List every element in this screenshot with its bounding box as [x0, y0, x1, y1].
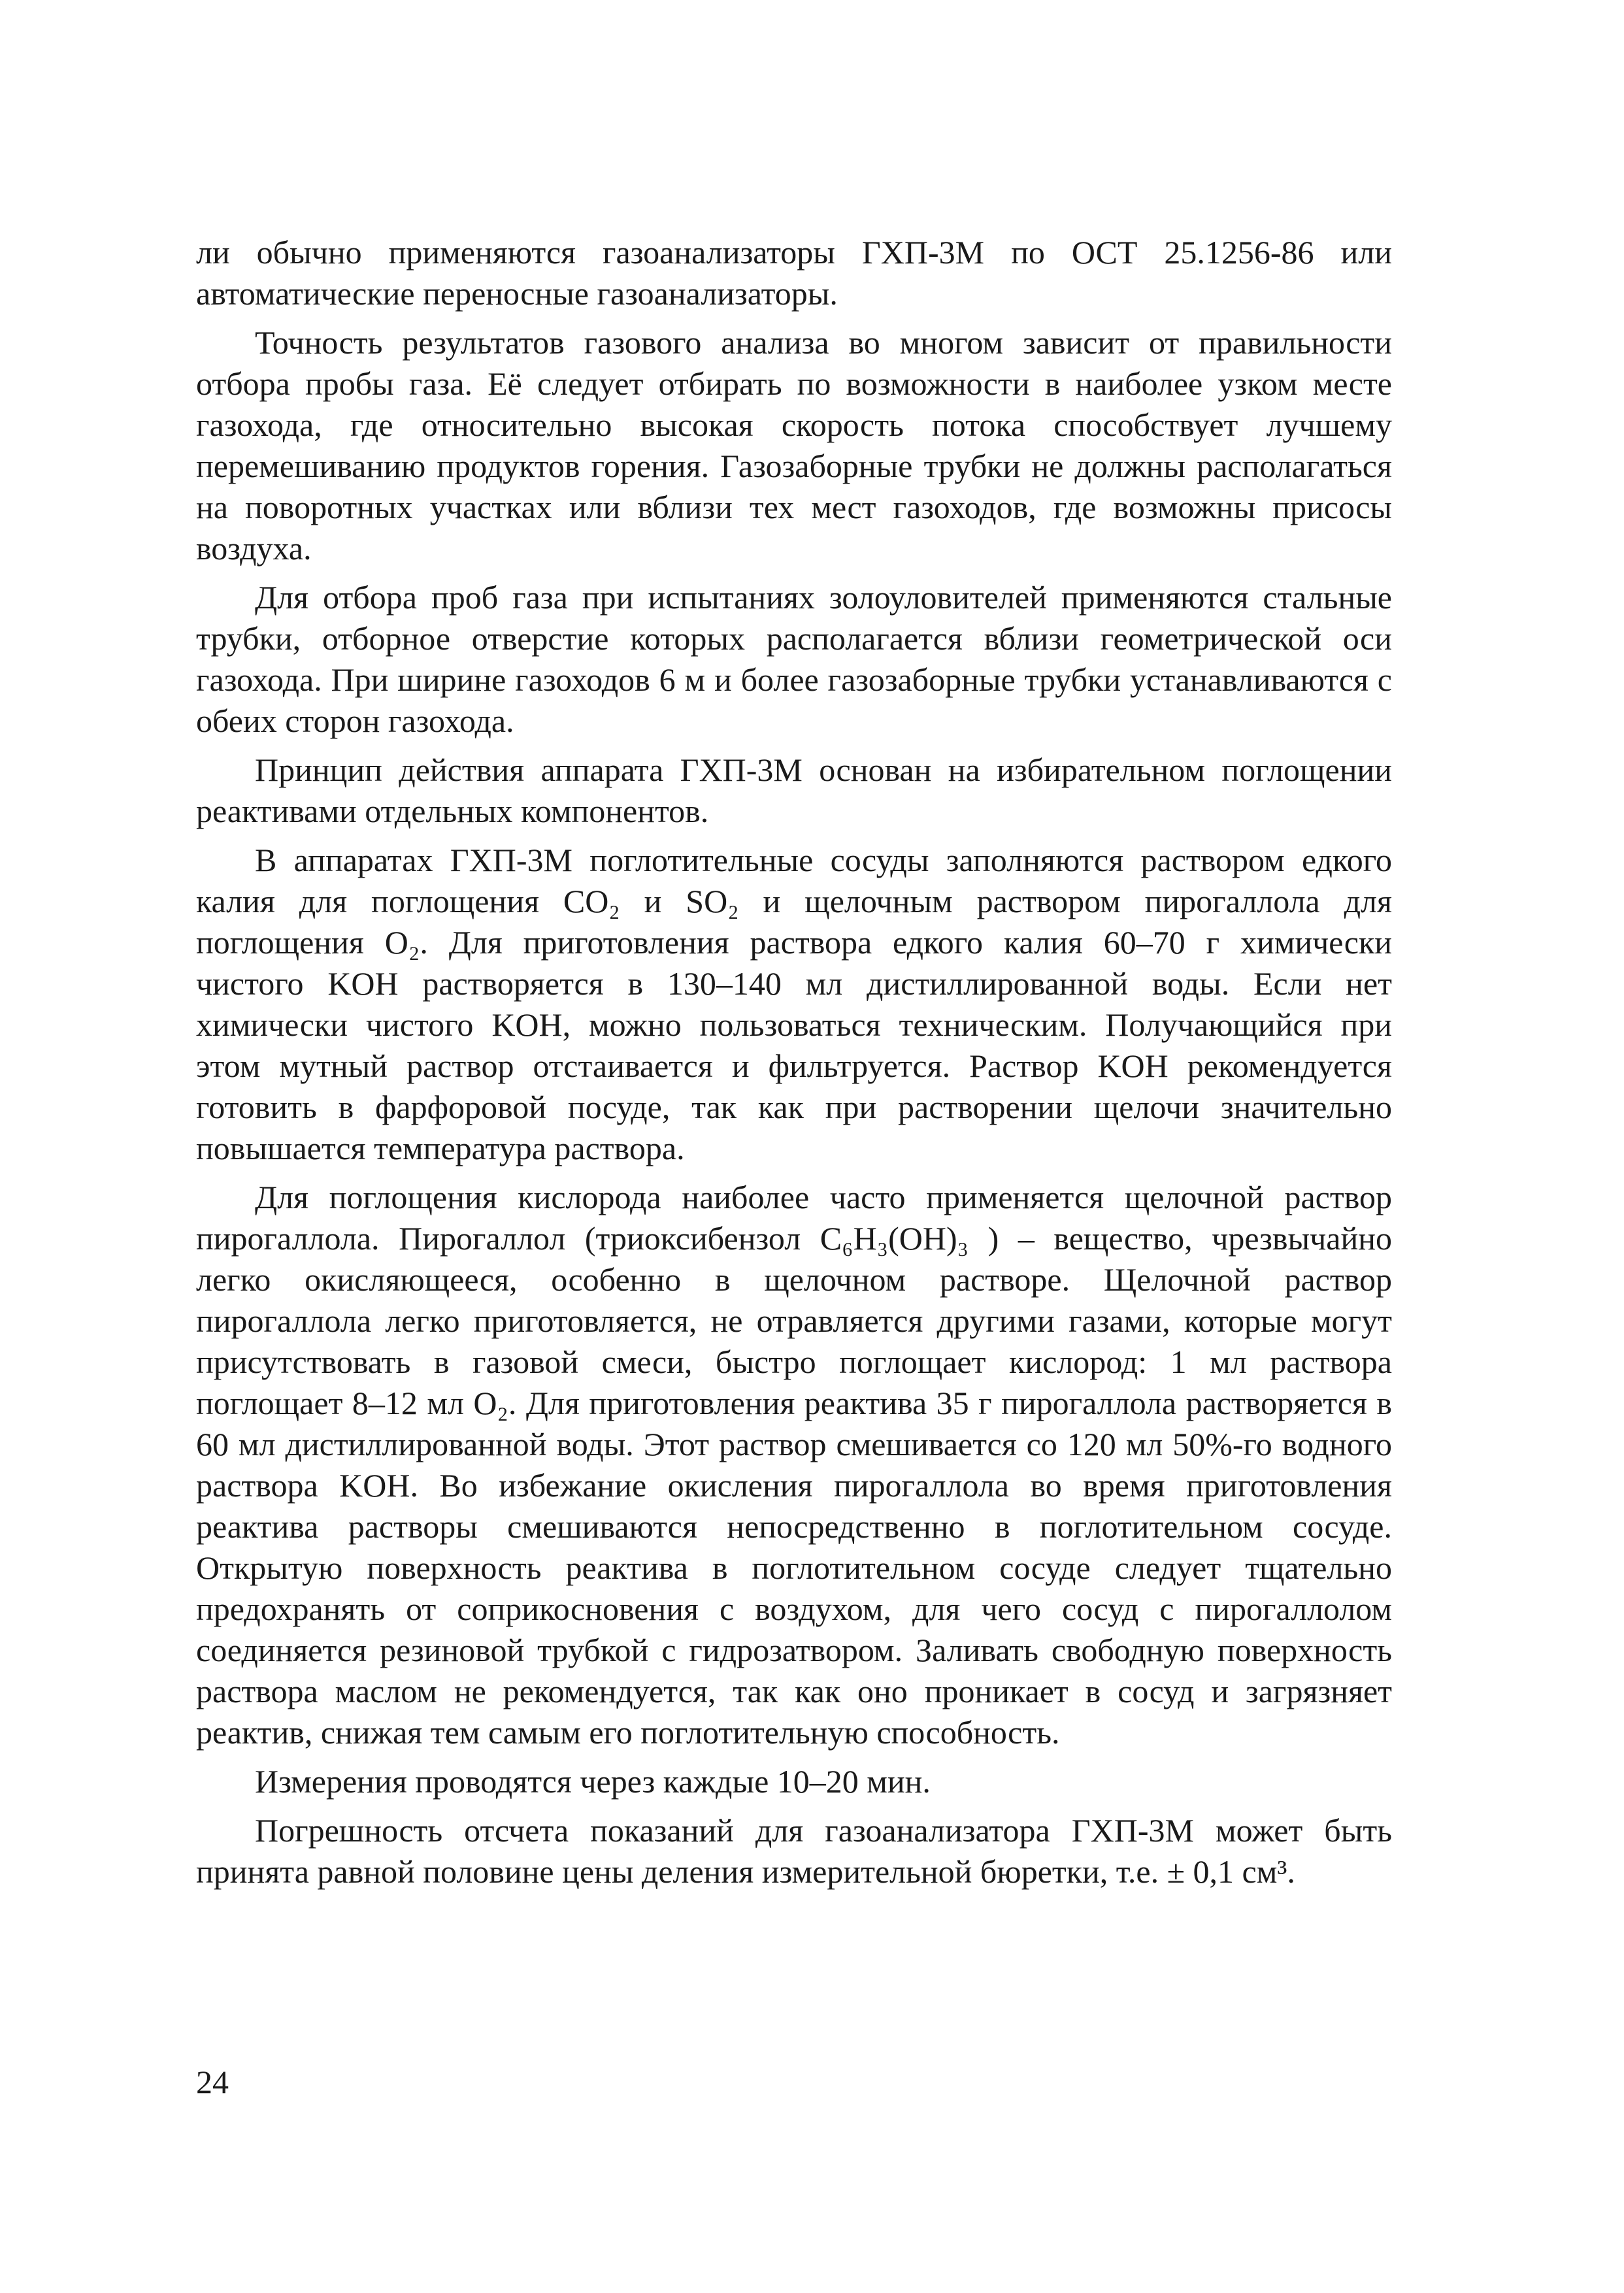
page-number: 24 [196, 2064, 229, 2100]
paragraph-sampling-tubes: Для отбора проб газа при испытаниях золоуловителей применяются стальные трубки, отборное отверстие которых располагается вблизи геометрической оси газохода. При ширине газоходов 6 м и более газозаборные трубки устанавливаются с обеих сторон газохода. [196, 579, 1392, 739]
paragraph-pyrogallol-solution: Для поглощения кислорода наиболее часто применяется щелочной раствор пирогаллола. Пирогаллол (триоксибензол C₆H₃(OH)₃ ) – вещество, чрезвычайно легко окисляющееся, особенно в щелочном растворе. Щелочной раствор пирогаллола легко приготовляется, не отравляется другими газами, которые могут присутствовать в газовой смеси, быстро поглощает кислород: 1 мл раствора поглощает 8–12 мл O₂. Для приготовления реактива 35 г пирогаллола растворяется в 60 мл дистиллированной воды. Этот раствор смешивается со 120 мл 50%-го водного раствора KOH. Во избежание окисления пирогаллола во время приготовления реактива растворы смешиваются непосредственно в поглотительном сосуде. Открытую поверхность реактива в поглотительном сосуде следует тщательно предохранять от соприкосновения с воздухом, для чего сосуд с пирогаллолом соединяется резиновой трубкой с гидрозатвором. Заливать свободную поверхность раствора маслом не рекомендуется, так как оно проникает в сосуд и загрязняет реактив, снижая тем самым его поглотительную способность. [196, 1179, 1392, 1751]
paragraph-operating-principle: Принцип действия аппарата ГХП-3М основан на избирательном поглощении реактивами отдельных компонентов. [196, 751, 1392, 829]
paragraph-koh-solution: В аппаратах ГХП-3М поглотительные сосуды заполняются раствором едкого калия для поглощения CO₂ и SO₂ и щелочным раствором пирогаллола для поглощения O₂. Для приготовления раствора едкого калия 60–70 г химически чистого KOH растворяется в 130–140 мл дистиллированной воды. Если нет химически чистого KOH, можно пользоваться техническим. Получающийся при этом мутный раствор отстаивается и фильтруется. Раствор KOH рекомендуется готовить в фарфоровой посуде, так как при растворении щелочи значительно повышается температура раствора. [196, 842, 1392, 1166]
paragraph-reading-error: Погрешность отсчета показаний для газоанализатора ГХП-3М может быть принята равной половине цены деления измерительной бюретки, т.е. ± 0,1 см³. [196, 1812, 1392, 1890]
paragraph-continued: ли обычно применяются газоанализаторы ГХП-3М по ОСТ 25.1256-86 или автоматические переносные газоанализаторы. [196, 234, 1392, 312]
paragraph-sampling-accuracy: Точность результатов газового анализа во многом зависит от правильности отбора пробы газа. Её следует отбирать по возможности в наиболее узком месте газохода, где относительно высокая скорость потока способствует лучшему перемешиванию продуктов горения. Газозаборные трубки не должны располагаться на поворотных участках или вблизи тех мест газоходов, где возможны присосы воздуха. [196, 324, 1392, 567]
page-body [196, 232, 1392, 1900]
paragraph-measurement-interval: Измерения проводятся через каждые 10–20 мин. [255, 1763, 931, 1800]
